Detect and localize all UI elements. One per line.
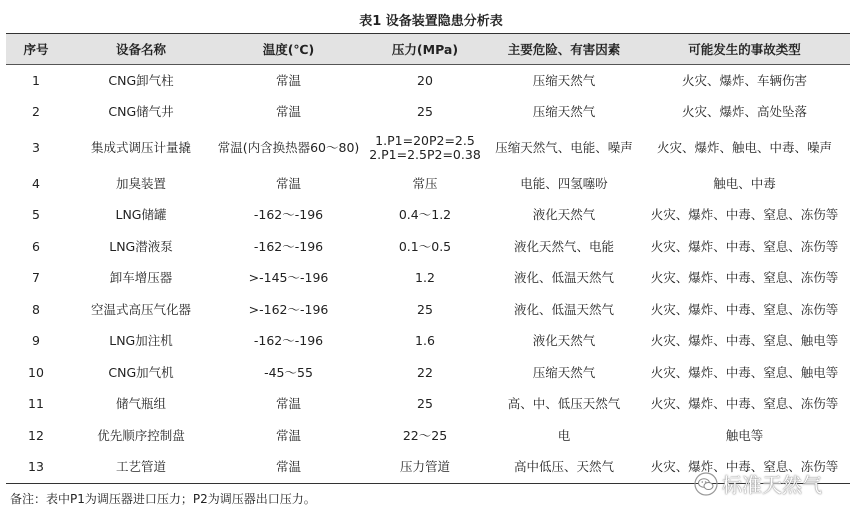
table-header-row bbox=[6, 34, 850, 65]
cell-accident-types: 火灾、爆炸、车辆伤害 bbox=[681, 72, 807, 88]
cell-pressure: 25 bbox=[417, 301, 433, 317]
cell-temperature: 常温 bbox=[275, 427, 301, 443]
pressure-line-2: 2.P1=2.5P2=0.38 bbox=[369, 147, 481, 162]
cell-index: 6 bbox=[32, 238, 40, 254]
cell-pressure: 1.6 bbox=[415, 333, 435, 349]
cell-device-name: 储气瓶组 bbox=[115, 396, 166, 412]
cell-pressure: 25 bbox=[417, 104, 433, 120]
cell-device-name: 优先顺序控制盘 bbox=[97, 427, 185, 443]
cell-device-name: LNG储罐 bbox=[115, 207, 167, 223]
cell-hazards: 高、中、低压天然气 bbox=[507, 396, 621, 412]
cell-accident-types: 火灾、爆炸、中毒、窒息、冻伤等 bbox=[650, 207, 839, 223]
cell-accident-types: 触电等 bbox=[725, 427, 764, 443]
cell-temperature: -162～-196 bbox=[253, 238, 324, 254]
cell-index: 13 bbox=[6, 452, 66, 484]
cell-temperature: -45～55 bbox=[264, 364, 313, 380]
cell-index: 12 bbox=[28, 427, 44, 443]
table-row bbox=[6, 97, 850, 129]
header-index: 序号 bbox=[6, 34, 66, 65]
cell-temperature: 常温 bbox=[275, 72, 301, 88]
cell-accident-types: 火灾、爆炸、中毒、窒息、冻伤等 bbox=[650, 396, 839, 412]
cell-hazards: 压缩天然气 bbox=[532, 104, 596, 120]
cell-pressure: 0.4～1.2 bbox=[398, 207, 452, 223]
hazard-table bbox=[6, 33, 850, 484]
table-row bbox=[6, 231, 850, 263]
cell-index: 8 bbox=[32, 301, 40, 317]
table-row bbox=[6, 420, 850, 452]
cell-device-name: 加臭装置 bbox=[115, 175, 166, 191]
cell-temperature: >-162～-196 bbox=[248, 301, 329, 317]
cell-index: 11 bbox=[28, 396, 44, 412]
cell-index: 3 bbox=[32, 139, 40, 155]
cell-temperature: -162～-196 bbox=[253, 207, 324, 223]
cell-accident-types: 触电、中毒 bbox=[713, 175, 776, 191]
table-row bbox=[6, 168, 850, 200]
cell-hazards: 高中低压、天然气 bbox=[489, 452, 639, 484]
pressure-line-1: 1.P1=20P2=2.5 bbox=[375, 132, 475, 148]
cell-hazards: 电能、四氢噻吩 bbox=[520, 175, 608, 191]
cell-pressure: 22～25 bbox=[402, 427, 448, 443]
watermark bbox=[694, 469, 822, 498]
cell-temperature: 常温 bbox=[216, 452, 361, 484]
cell-hazards: 压缩天然气 bbox=[532, 364, 596, 380]
cell-index: 10 bbox=[28, 364, 44, 380]
table-row bbox=[6, 294, 850, 326]
cell-accident-types: 火灾、爆炸、中毒、窒息、冻伤等 bbox=[650, 270, 839, 286]
cell-index: 1 bbox=[32, 72, 40, 88]
header-accident-types: 可能发生的事故类型 bbox=[639, 34, 850, 65]
wechat-icon bbox=[694, 472, 718, 496]
cell-accident-types: 火灾、爆炸、中毒、窒息、触电等 bbox=[650, 333, 839, 349]
table-row bbox=[6, 389, 850, 421]
cell-accident-types: 火灾、爆炸、中毒、窒息、冻伤等 bbox=[650, 301, 839, 317]
cell-temperature: 常温 bbox=[275, 396, 301, 412]
cell-accident-types: 火灾、爆炸、中毒、窒息、触电等 bbox=[650, 364, 839, 380]
cell-device-name: CNG卸气柱 bbox=[108, 72, 174, 88]
table-row bbox=[6, 200, 850, 232]
cell-device-name: LNG加注机 bbox=[109, 333, 173, 349]
cell-hazards: 电 bbox=[557, 427, 571, 443]
cell-pressure: 常压 bbox=[412, 175, 438, 191]
header-temperature: 温度(℃) bbox=[216, 34, 361, 65]
cell-hazards: 液化、低温天然气 bbox=[513, 270, 614, 286]
table-row bbox=[6, 128, 850, 168]
cell-device-name: 工艺管道 bbox=[66, 452, 216, 484]
cell-pressure: 22 bbox=[417, 364, 433, 380]
cell-index: 2 bbox=[32, 104, 40, 120]
cell-temperature: >-145～-196 bbox=[248, 270, 329, 286]
cell-pressure bbox=[361, 128, 489, 168]
cell-device-name: 集成式调压计量撬 bbox=[90, 139, 191, 155]
table-row bbox=[6, 326, 850, 358]
table-row bbox=[6, 263, 850, 295]
header-hazards: 主要危险、有害因素 bbox=[489, 34, 639, 65]
cell-temperature: -162～-196 bbox=[253, 333, 324, 349]
cell-hazards: 液化天然气 bbox=[532, 207, 596, 223]
cell-hazards: 液化天然气、电能 bbox=[513, 238, 614, 254]
table-footnote: 备注：表中P1为调压器进口压力；P2为调压器出口压力。 bbox=[10, 492, 316, 506]
cell-accident-types: 火灾、爆炸、触电、中毒、噪声 bbox=[656, 139, 832, 155]
cell-device-name: LNG潜液泵 bbox=[109, 238, 173, 254]
header-device-name: 设备名称 bbox=[66, 34, 216, 65]
cell-temperature: 常温 bbox=[275, 104, 301, 120]
cell-hazards: 液化天然气 bbox=[532, 333, 596, 349]
cell-accident-types: 火灾、爆炸、中毒、窒息、冻伤等 bbox=[639, 452, 850, 484]
cell-index: 5 bbox=[32, 207, 40, 223]
cell-pressure: 0.1～0.5 bbox=[398, 238, 452, 254]
cell-index: 7 bbox=[32, 270, 40, 286]
cell-pressure: 压力管道 bbox=[361, 452, 489, 484]
cell-hazards: 压缩天然气 bbox=[532, 72, 596, 88]
cell-accident-types: 火灾、爆炸、中毒、窒息、冻伤等 bbox=[650, 238, 839, 254]
cell-device-name: 空温式高压气化器 bbox=[90, 301, 191, 317]
watermark-text: 标准天然气 bbox=[722, 473, 822, 497]
cell-pressure: 25 bbox=[417, 396, 433, 412]
cell-accident-types: 火灾、爆炸、高处坠落 bbox=[681, 104, 807, 120]
table-row bbox=[6, 357, 850, 389]
table-title: 表1 设备装置隐患分析表 bbox=[359, 14, 503, 29]
cell-hazards: 液化、低温天然气 bbox=[513, 301, 614, 317]
cell-device-name: CNG储气井 bbox=[108, 104, 174, 120]
cell-device-name: 卸车增压器 bbox=[109, 270, 173, 286]
cell-temperature: 常温(内含换热器60～80) bbox=[217, 139, 360, 155]
cell-index: 4 bbox=[32, 175, 40, 191]
cell-pressure: 1.2 bbox=[415, 270, 435, 286]
header-pressure: 压力(MPa) bbox=[361, 34, 489, 65]
cell-hazards: 压缩天然气、电能、噪声 bbox=[495, 139, 633, 155]
cell-index: 9 bbox=[32, 333, 40, 349]
cell-device-name: CNG加气机 bbox=[108, 364, 174, 380]
table-row bbox=[6, 65, 850, 97]
cell-pressure: 20 bbox=[417, 72, 433, 88]
cell-temperature: 常温 bbox=[275, 175, 301, 191]
